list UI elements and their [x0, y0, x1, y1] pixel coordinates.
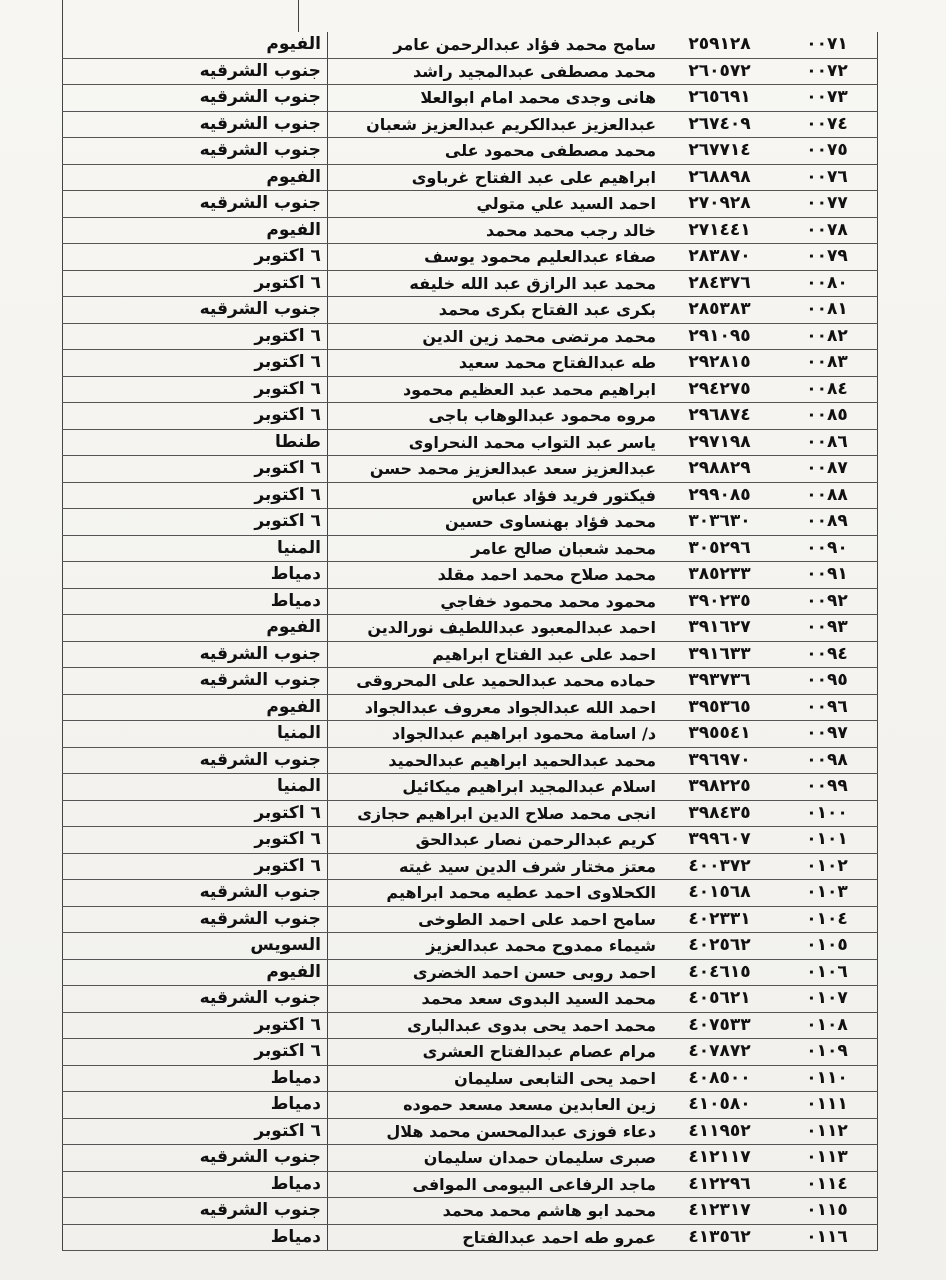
- table-row: [63, 668, 878, 695]
- governorate-cell: جنوب الشرقيه: [63, 297, 328, 324]
- name-cell: محمد عبد الرازق عبد الله خليفه: [327, 270, 662, 297]
- table-row: [63, 906, 878, 933]
- number-cell: ٢٩٦٨٧٤: [662, 403, 777, 430]
- sequence-cell: ٠١٠٧: [777, 986, 878, 1013]
- name-cell: عبدالعزيز سعد عبدالعزيز محمد حسن: [327, 456, 662, 483]
- sequence-cell: ٠٠٧٥: [777, 138, 878, 165]
- table-row: [63, 800, 878, 827]
- governorate-cell: ٦ اكتوبر: [63, 323, 328, 350]
- name-cell: الكحلاوى احمد عطيه محمد ابراهيم: [327, 880, 662, 907]
- sequence-cell: ٠١٠٣: [777, 880, 878, 907]
- number-cell: ٢٦٧٧١٤: [662, 138, 777, 165]
- sequence-cell: ٠١٠٢: [777, 853, 878, 880]
- number-cell: ٤٠٧٨٧٢: [662, 1039, 777, 1066]
- number-cell: ٤١٠٥٨٠: [662, 1092, 777, 1119]
- number-cell: ٢٦٨٨٩٨: [662, 164, 777, 191]
- governorate-cell: ٦ اكتوبر: [63, 1012, 328, 1039]
- table-row: [63, 323, 878, 350]
- table-row: [63, 1012, 878, 1039]
- name-cell: محمد فؤاد بهنساوى حسين: [327, 509, 662, 536]
- governorate-cell: الفيوم: [63, 959, 328, 986]
- sequence-cell: ٠١١٤: [777, 1171, 878, 1198]
- number-cell: ٣٨٥٢٣٣: [662, 562, 777, 589]
- name-cell: مروه محمود عبدالوهاب باجى: [327, 403, 662, 430]
- sequence-cell: ٠٠٧٩: [777, 244, 878, 271]
- sequence-cell: ٠١٠٥: [777, 933, 878, 960]
- name-cell: معتز مختار شرف الدين سيد غيته: [327, 853, 662, 880]
- table-row: [63, 588, 878, 615]
- sequence-cell: ٠٠٩٢: [777, 588, 878, 615]
- sequence-cell: ٠٠٩٥: [777, 668, 878, 695]
- sequence-cell: ٠٠٧١: [777, 32, 878, 58]
- name-cell: مرام عصام عبدالفتاح العشرى: [327, 1039, 662, 1066]
- sequence-cell: ٠٠٩٩: [777, 774, 878, 801]
- name-cell: ابراهيم محمد عبد العظيم محمود: [327, 376, 662, 403]
- table-row: [63, 403, 878, 430]
- table-row: [63, 747, 878, 774]
- table-row: [63, 1198, 878, 1225]
- governorate-cell: الفيوم: [63, 217, 328, 244]
- number-cell: ٢٦٧٤٠٩: [662, 111, 777, 138]
- sequence-cell: ٠١٠٩: [777, 1039, 878, 1066]
- governorate-cell: الفيوم: [63, 615, 328, 642]
- number-cell: ٤٠٤٦١٥: [662, 959, 777, 986]
- governorate-cell: جنوب الشرقيه: [63, 641, 328, 668]
- number-cell: ٤٠٧٥٣٣: [662, 1012, 777, 1039]
- sequence-cell: ٠٠٨١: [777, 297, 878, 324]
- sequence-cell: ٠١٠٠: [777, 800, 878, 827]
- name-cell: عمرو طه احمد عبدالفتاح: [327, 1224, 662, 1251]
- number-cell: ٣٠٣٦٣٠: [662, 509, 777, 536]
- table-row: [63, 615, 878, 642]
- governorate-cell: ٦ اكتوبر: [63, 827, 328, 854]
- sequence-cell: ٠٠٨٤: [777, 376, 878, 403]
- name-cell: ماجد الرفاعى البيومى الموافى: [327, 1171, 662, 1198]
- table-row: [63, 562, 878, 589]
- table-row: [63, 1065, 878, 1092]
- table-row: [63, 191, 878, 218]
- governorate-cell: جنوب الشرقيه: [63, 1198, 328, 1225]
- governorate-cell: ٦ اكتوبر: [63, 350, 328, 377]
- sequence-cell: ٠٠٨٦: [777, 429, 878, 456]
- governorate-cell: جنوب الشرقيه: [63, 138, 328, 165]
- table-row: [63, 1092, 878, 1119]
- name-cell: حماده محمد عبدالحميد على المحروقى: [327, 668, 662, 695]
- table-row: [63, 32, 878, 58]
- sequence-cell: ٠٠٨٨: [777, 482, 878, 509]
- sequence-cell: ٠٠٨٣: [777, 350, 878, 377]
- governorate-cell: الفيوم: [63, 694, 328, 721]
- table-row: [63, 376, 878, 403]
- sequence-cell: ٠١١٣: [777, 1145, 878, 1172]
- governorate-cell: ٦ اكتوبر: [63, 244, 328, 271]
- name-cell: بكرى عبد الفتاح بكرى محمد: [327, 297, 662, 324]
- number-cell: ٢٨٤٣٧٦: [662, 270, 777, 297]
- table-row: [63, 986, 878, 1013]
- table-row: [63, 1171, 878, 1198]
- table-row: [63, 138, 878, 165]
- name-cell: خالد رجب محمد محمد: [327, 217, 662, 244]
- governorate-cell: جنوب الشرقيه: [63, 111, 328, 138]
- number-cell: ٤١١٩٥٢: [662, 1118, 777, 1145]
- name-cell: محمد عبدالحميد ابراهيم عبدالحميد: [327, 747, 662, 774]
- table-row: [63, 270, 878, 297]
- number-cell: ٤٠٥٦٢١: [662, 986, 777, 1013]
- name-cell: سامح محمد فؤاد عبدالرحمن عامر: [327, 32, 662, 58]
- number-cell: ٢٧٠٩٢٨: [662, 191, 777, 218]
- governorate-cell: ٦ اكتوبر: [63, 853, 328, 880]
- name-cell: احمد السيد علي متولي: [327, 191, 662, 218]
- table-row: [63, 217, 878, 244]
- sequence-cell: ٠٠٩٨: [777, 747, 878, 774]
- sequence-cell: ٠٠٧٨: [777, 217, 878, 244]
- number-cell: ٣٩٥٥٤١: [662, 721, 777, 748]
- table-row: [63, 827, 878, 854]
- table-row: [63, 58, 878, 85]
- column-rule-left: [62, 0, 63, 32]
- number-cell: ٤٠٨٥٠٠: [662, 1065, 777, 1092]
- name-cell: محمد احمد يحى بدوى عبدالبارى: [327, 1012, 662, 1039]
- number-cell: ٤٠٢٣٣١: [662, 906, 777, 933]
- governorate-cell: طنطا: [63, 429, 328, 456]
- number-cell: ٤١٣٥٦٢: [662, 1224, 777, 1251]
- name-cell: محمد مصطفى محمود على: [327, 138, 662, 165]
- number-cell: ٣٩٦٩٧٠: [662, 747, 777, 774]
- name-cell: صبرى سليمان حمدان سليمان: [327, 1145, 662, 1172]
- sequence-cell: ٠١٠١: [777, 827, 878, 854]
- number-cell: ٤٠٠٣٧٢: [662, 853, 777, 880]
- table-row: [63, 959, 878, 986]
- name-cell: شيماء ممدوح محمد عبدالعزيز: [327, 933, 662, 960]
- number-cell: ٢٩١٠٩٥: [662, 323, 777, 350]
- sequence-cell: ٠١١٦: [777, 1224, 878, 1251]
- number-cell: ٢٩٨٨٢٩: [662, 456, 777, 483]
- number-cell: ٣٠٥٢٩٦: [662, 535, 777, 562]
- name-cell: سامح احمد على احمد الطوخى: [327, 906, 662, 933]
- governorate-cell: جنوب الشرقيه: [63, 986, 328, 1013]
- number-cell: ٣٩٨٢٢٥: [662, 774, 777, 801]
- governorate-cell: جنوب الشرقيه: [63, 668, 328, 695]
- governorate-cell: المنيا: [63, 774, 328, 801]
- table-row: [63, 1145, 878, 1172]
- sequence-cell: ٠٠٩٧: [777, 721, 878, 748]
- name-cell: احمد روبى حسن احمد الخضرى: [327, 959, 662, 986]
- governorate-cell: ٦ اكتوبر: [63, 376, 328, 403]
- sequence-cell: ٠١٠٦: [777, 959, 878, 986]
- number-cell: ٢٩٩٠٨٥: [662, 482, 777, 509]
- name-cell: صفاء عبدالعليم محمود يوسف: [327, 244, 662, 271]
- sequence-cell: ٠٠٩١: [777, 562, 878, 589]
- number-cell: ٢٧١٤٤١: [662, 217, 777, 244]
- roster-table: [62, 32, 878, 1251]
- number-cell: ٣٩١٦٣٣: [662, 641, 777, 668]
- name-cell: محمد السيد البدوى سعد محمد: [327, 986, 662, 1013]
- governorate-cell: جنوب الشرقيه: [63, 85, 328, 112]
- number-cell: ٢٨٥٣٨٣: [662, 297, 777, 324]
- table-row: [63, 535, 878, 562]
- name-cell: احمد عبدالمعبود عبداللطيف نورالدين: [327, 615, 662, 642]
- name-cell: محمد مرتضى محمد زين الدين: [327, 323, 662, 350]
- table-row: [63, 164, 878, 191]
- table-row: [63, 456, 878, 483]
- governorate-cell: دمياط: [63, 1224, 328, 1251]
- name-cell: هانى وجدى محمد امام ابوالعلا: [327, 85, 662, 112]
- name-cell: زين العابدين مسعد مسعد حموده: [327, 1092, 662, 1119]
- roster-body: [63, 32, 878, 1251]
- name-cell: احمد يحى التابعى سليمان: [327, 1065, 662, 1092]
- table-row: [63, 85, 878, 112]
- sequence-cell: ٠٠٩٦: [777, 694, 878, 721]
- governorate-cell: دمياط: [63, 588, 328, 615]
- number-cell: ٢٩٤٢٧٥: [662, 376, 777, 403]
- governorate-cell: دمياط: [63, 1065, 328, 1092]
- governorate-cell: جنوب الشرقيه: [63, 1145, 328, 1172]
- sequence-cell: ٠١٠٨: [777, 1012, 878, 1039]
- table-row: [63, 111, 878, 138]
- table-row: [63, 880, 878, 907]
- governorate-cell: ٦ اكتوبر: [63, 1118, 328, 1145]
- number-cell: ٤٠١٥٦٨: [662, 880, 777, 907]
- sequence-cell: ٠٠٧٣: [777, 85, 878, 112]
- number-cell: ٣٩٨٤٣٥: [662, 800, 777, 827]
- number-cell: ٣٩٣٧٣٦: [662, 668, 777, 695]
- governorate-cell: دمياط: [63, 1171, 328, 1198]
- number-cell: ٣٩٩٦٠٧: [662, 827, 777, 854]
- governorate-cell: ٦ اكتوبر: [63, 270, 328, 297]
- governorate-cell: الفيوم: [63, 32, 328, 58]
- number-cell: ٢٩٢٨١٥: [662, 350, 777, 377]
- table-row: [63, 1039, 878, 1066]
- number-cell: ٣٩٥٣٦٥: [662, 694, 777, 721]
- governorate-cell: جنوب الشرقيه: [63, 191, 328, 218]
- table-row: [63, 853, 878, 880]
- governorate-cell: ٦ اكتوبر: [63, 509, 328, 536]
- governorate-cell: ٦ اكتوبر: [63, 456, 328, 483]
- governorate-cell: ٦ اكتوبر: [63, 482, 328, 509]
- governorate-cell: ٦ اكتوبر: [63, 1039, 328, 1066]
- name-cell: اسلام عبدالمجيد ابراهيم ميكائيل: [327, 774, 662, 801]
- name-cell: ابراهيم على عبد الفتاح غرباوى: [327, 164, 662, 191]
- table-row: [63, 297, 878, 324]
- table-row: [63, 774, 878, 801]
- governorate-cell: المنيا: [63, 721, 328, 748]
- name-cell: محمد شعبان صالح عامر: [327, 535, 662, 562]
- governorate-cell: جنوب الشرقيه: [63, 747, 328, 774]
- number-cell: ٢٦٥٦٩١: [662, 85, 777, 112]
- sequence-cell: ٠٠٨٢: [777, 323, 878, 350]
- table-row: [63, 350, 878, 377]
- sequence-cell: ٠١١٠: [777, 1065, 878, 1092]
- table-row: [63, 1224, 878, 1251]
- name-cell: محمد مصطفى عبدالمجيد راشد: [327, 58, 662, 85]
- sequence-cell: ٠٠٨٧: [777, 456, 878, 483]
- sequence-cell: ٠٠٧٧: [777, 191, 878, 218]
- governorate-cell: دمياط: [63, 562, 328, 589]
- sequence-cell: ٠٠٧٤: [777, 111, 878, 138]
- number-cell: ٣٩٠٢٣٥: [662, 588, 777, 615]
- governorate-cell: ٦ اكتوبر: [63, 800, 328, 827]
- name-cell: محمد ابو هاشم محمد محمد: [327, 1198, 662, 1225]
- sequence-cell: ٠١١١: [777, 1092, 878, 1119]
- name-cell: د/ اسامة محمود ابراهيم عبدالجواد: [327, 721, 662, 748]
- table-row: [63, 721, 878, 748]
- governorate-cell: الفيوم: [63, 164, 328, 191]
- governorate-cell: السويس: [63, 933, 328, 960]
- name-cell: دعاء فوزى عبدالمحسن محمد هلال: [327, 1118, 662, 1145]
- table-row: [63, 429, 878, 456]
- name-cell: كريم عبدالرحمن نصار عبدالحق: [327, 827, 662, 854]
- sequence-cell: ٠٠٨٩: [777, 509, 878, 536]
- sequence-cell: ٠١١٥: [777, 1198, 878, 1225]
- name-cell: احمد على عبد الفتاح ابراهيم: [327, 641, 662, 668]
- sequence-cell: ٠٠٩٠: [777, 535, 878, 562]
- number-cell: ٣٩١٦٢٧: [662, 615, 777, 642]
- table-row: [63, 694, 878, 721]
- name-cell: ياسر عبد التواب محمد النحراوى: [327, 429, 662, 456]
- sequence-cell: ٠٠٩٤: [777, 641, 878, 668]
- governorate-cell: جنوب الشرقيه: [63, 880, 328, 907]
- name-cell: طه عبدالفتاح محمد سعيد: [327, 350, 662, 377]
- sequence-cell: ٠٠٧٦: [777, 164, 878, 191]
- name-cell: انجى محمد صلاح الدين ابراهيم حجازى: [327, 800, 662, 827]
- number-cell: ٢٩٧١٩٨: [662, 429, 777, 456]
- name-cell: عبدالعزيز عبدالكريم عبدالعزيز شعبان: [327, 111, 662, 138]
- table-row: [63, 482, 878, 509]
- governorate-cell: جنوب الشرقيه: [63, 906, 328, 933]
- table-row: [63, 509, 878, 536]
- number-cell: ٢٦٠٥٧٢: [662, 58, 777, 85]
- column-rule-mid: [298, 0, 299, 32]
- name-cell: محمد صلاح محمد احمد مقلد: [327, 562, 662, 589]
- sequence-cell: ٠١١٢: [777, 1118, 878, 1145]
- number-cell: ٤١٢٣١٧: [662, 1198, 777, 1225]
- sequence-cell: ٠٠٧٢: [777, 58, 878, 85]
- sequence-cell: ٠١٠٤: [777, 906, 878, 933]
- table-row: [63, 641, 878, 668]
- number-cell: ٢٥٩١٢٨: [662, 32, 777, 58]
- sequence-cell: ٠٠٨٠: [777, 270, 878, 297]
- name-cell: محمود محمد محمود خفاجي: [327, 588, 662, 615]
- table-row: [63, 1118, 878, 1145]
- table-row: [63, 244, 878, 271]
- governorate-cell: جنوب الشرقيه: [63, 58, 328, 85]
- governorate-cell: ٦ اكتوبر: [63, 403, 328, 430]
- governorate-cell: دمياط: [63, 1092, 328, 1119]
- name-cell: فيكتور فريد فؤاد عباس: [327, 482, 662, 509]
- number-cell: ٤١٢١١٧: [662, 1145, 777, 1172]
- number-cell: ٤١٢٢٩٦: [662, 1171, 777, 1198]
- governorate-cell: المنيا: [63, 535, 328, 562]
- table-row: [63, 933, 878, 960]
- sequence-cell: ٠٠٨٥: [777, 403, 878, 430]
- number-cell: ٤٠٢٥٦٢: [662, 933, 777, 960]
- sequence-cell: ٠٠٩٣: [777, 615, 878, 642]
- name-cell: احمد الله عبدالجواد معروف عبدالجواد: [327, 694, 662, 721]
- number-cell: ٢٨٣٨٧٠: [662, 244, 777, 271]
